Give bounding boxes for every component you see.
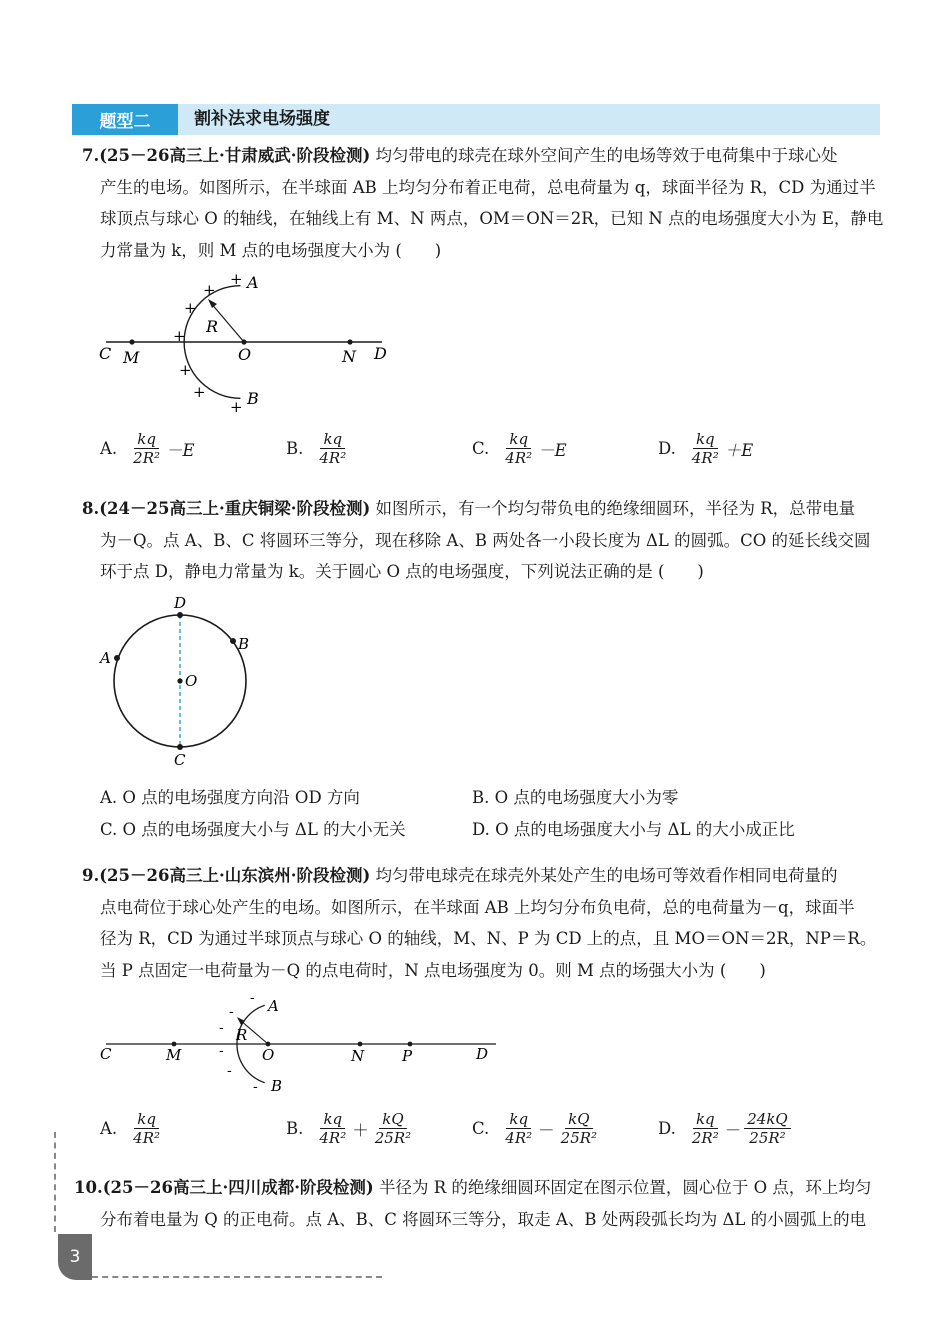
label-N: N <box>351 1047 365 1065</box>
point-N <box>347 339 352 344</box>
question-number: 7. <box>82 146 100 165</box>
point-A <box>114 655 120 661</box>
section-tag: 题型二 <box>72 104 178 135</box>
option-d[interactable]: D. $\frac{kq}{\text{2R²}}$ － $\frac{24kQ}{\text{25R²}}$ <box>658 1110 794 1147</box>
section-title: 割补法求电场强度 <box>194 109 330 129</box>
label-M: M <box>123 348 140 367</box>
option-c[interactable]: C. $\frac{kq}{\text{4R²}}$ － $\frac{kQ}{\text{25R²}}$ <box>472 1110 598 1147</box>
label-A: A <box>100 649 111 667</box>
option-a[interactable]: A. O 点的电场强度方向沿 OD 方向 <box>100 788 360 807</box>
label-M: M <box>166 1046 182 1064</box>
label-B: B <box>247 389 259 408</box>
label-P: P <box>402 1047 413 1065</box>
question-text: 当 P 点固定一电荷量为－Q 的点电荷时，N 点电场强度为 0。则 M 点的场强大小为 ( ) <box>100 960 766 980</box>
plus-sign: + <box>230 270 243 288</box>
label-D: D <box>476 1045 489 1063</box>
question-source: (24－25高三上·重庆铜梁·阶段检测) <box>99 499 371 518</box>
point-D <box>177 612 183 618</box>
point-B <box>230 638 236 644</box>
point-C <box>177 744 183 750</box>
question-number: 8. <box>82 499 100 518</box>
label-O: O <box>238 345 252 364</box>
question-source: (25－26高三上·四川成都·阶段检测) <box>102 1178 374 1197</box>
plus-sign: + <box>173 327 186 345</box>
radius-arrow-head <box>208 299 217 308</box>
question-text: 球顶点与球心 O 的轴线，在轴线上有 M、N 两点，OM＝ON＝2R，已知 N 点的电场强度大小为 E，静电 <box>100 209 884 228</box>
label-O: O <box>185 672 198 690</box>
plus-sign: + <box>193 383 206 401</box>
question-text: 半径为 R 的绝缘细圆环固定在图示位置，圆心位于 O 点，环上均匀 <box>373 1178 872 1197</box>
option-d[interactable]: D. $\frac{kq}{\text{4R²}}$ ＋E <box>658 430 754 467</box>
plus-sign: + <box>203 281 216 299</box>
minus-sign: - <box>219 1043 224 1059</box>
label-A: A <box>247 273 259 292</box>
label-N: N <box>342 347 356 366</box>
plus-sign: + <box>230 398 243 416</box>
question-source: (25－26高三上·山东滨州·阶段检测) <box>99 866 371 885</box>
label-B: B <box>238 635 250 653</box>
option-d[interactable]: D. O 点的电场强度大小与 ΔL 的大小成正比 <box>472 820 795 839</box>
minus-sign: - <box>253 1079 258 1095</box>
question-text: 产生的电场。如图所示，在半球面 AB 上均匀分布着正电荷，总电荷量为 q，球面半径为 R，CD 为通过半 <box>100 177 876 197</box>
question-text: 为－Q。点 A、B、C 将圆环三等分，现在移除 A、B 两处各一小段长度为 ΔL 的圆弧。CO 的延长线交圆 <box>100 530 871 550</box>
point-M <box>129 339 134 344</box>
label-D: D <box>374 344 387 363</box>
plus-sign: + <box>184 299 197 317</box>
question-text: 点电荷位于球心处产生的电场。如图所示，在半球面 AB 上均匀分布负电荷，总的电荷量为－q，球面半 <box>100 897 855 917</box>
label-D: D <box>174 594 187 612</box>
minus-sign: - <box>250 994 255 1006</box>
question-text: 环于点 D，静电力常量为 k。关于圆心 O 点的电场强度，下列说法正确的是 ( ) <box>100 562 704 581</box>
minus-sign: - <box>229 1004 234 1020</box>
question-text: 均匀带电的球壳在球外空间产生的电场等效于电荷集中于球心处 <box>370 146 838 165</box>
label-O: O <box>262 1046 275 1064</box>
page-margin-dashed-line <box>54 1132 56 1232</box>
option-b[interactable]: B. $\frac{kq}{\text{4R²}}$ <box>286 430 347 467</box>
question-number: 10. <box>74 1178 103 1197</box>
page-number: 3 <box>58 1234 92 1280</box>
question-10 <box>74 1172 874 1235</box>
question-text: 力常量为 k，则 M 点的电场强度大小为 ( ) <box>100 240 442 260</box>
q7-figure <box>96 266 406 422</box>
question-text: 均匀带电球壳在球壳外某处产生的电场可等效看作相同电荷量的 <box>370 866 838 885</box>
point-O <box>241 339 246 344</box>
q9-figure <box>96 994 506 1096</box>
question-text: 径为 R，CD 为通过半球顶点与球心 O 的轴线，M、N、P 为 CD 上的点，且 MO＝ON＝2R，NP＝R。 <box>100 929 877 948</box>
question-7 <box>82 140 882 266</box>
option-a[interactable]: A. $\frac{kq}{\text{4R²}}$ <box>100 1110 161 1147</box>
question-number: 9. <box>82 866 100 885</box>
label-R: R <box>236 1026 248 1044</box>
question-source: (25－26高三上·甘肃威武·阶段检测) <box>99 146 371 165</box>
option-b[interactable]: B. $\frac{kq}{\text{4R²}}$ ＋ $\frac{kQ}{\text{25R²}}$ <box>286 1110 412 1147</box>
label-C: C <box>100 1045 112 1063</box>
minus-sign: - <box>227 1063 232 1079</box>
label-B: B <box>271 1077 283 1095</box>
label-A: A <box>268 997 279 1015</box>
q8-figure <box>96 594 266 770</box>
label-R: R <box>206 317 219 336</box>
label-C: C <box>174 751 186 769</box>
minus-sign: - <box>219 1020 224 1036</box>
point-P <box>408 1042 413 1047</box>
section-header <box>72 104 880 135</box>
question-text: 如图所示，有一个均匀带负电的绝缘细圆环，半径为 R，总带电量 <box>370 499 856 518</box>
question-9 <box>82 860 882 986</box>
point-O <box>177 678 182 683</box>
point-N <box>358 1042 363 1047</box>
option-c[interactable]: C. O 点的电场强度大小与 ΔL 的大小无关 <box>100 820 406 839</box>
option-c[interactable]: C. $\frac{kq}{\text{4R²}}$ －E <box>472 430 567 467</box>
question-8 <box>82 493 882 588</box>
plus-sign: + <box>179 361 192 379</box>
option-b[interactable]: B. O 点的电场强度大小为零 <box>472 788 679 807</box>
label-C: C <box>99 344 112 363</box>
option-a[interactable]: A. $\frac{kq}{\text{2R²}}$ －E <box>100 430 195 467</box>
question-text: 分布着电量为 Q 的正电荷。点 A、B、C 将圆环三等分，取走 A、B 处两段弧长均为 ΔL 的小圆弧上的电 <box>100 1209 867 1229</box>
page-bottom-dashed-line <box>92 1276 382 1278</box>
